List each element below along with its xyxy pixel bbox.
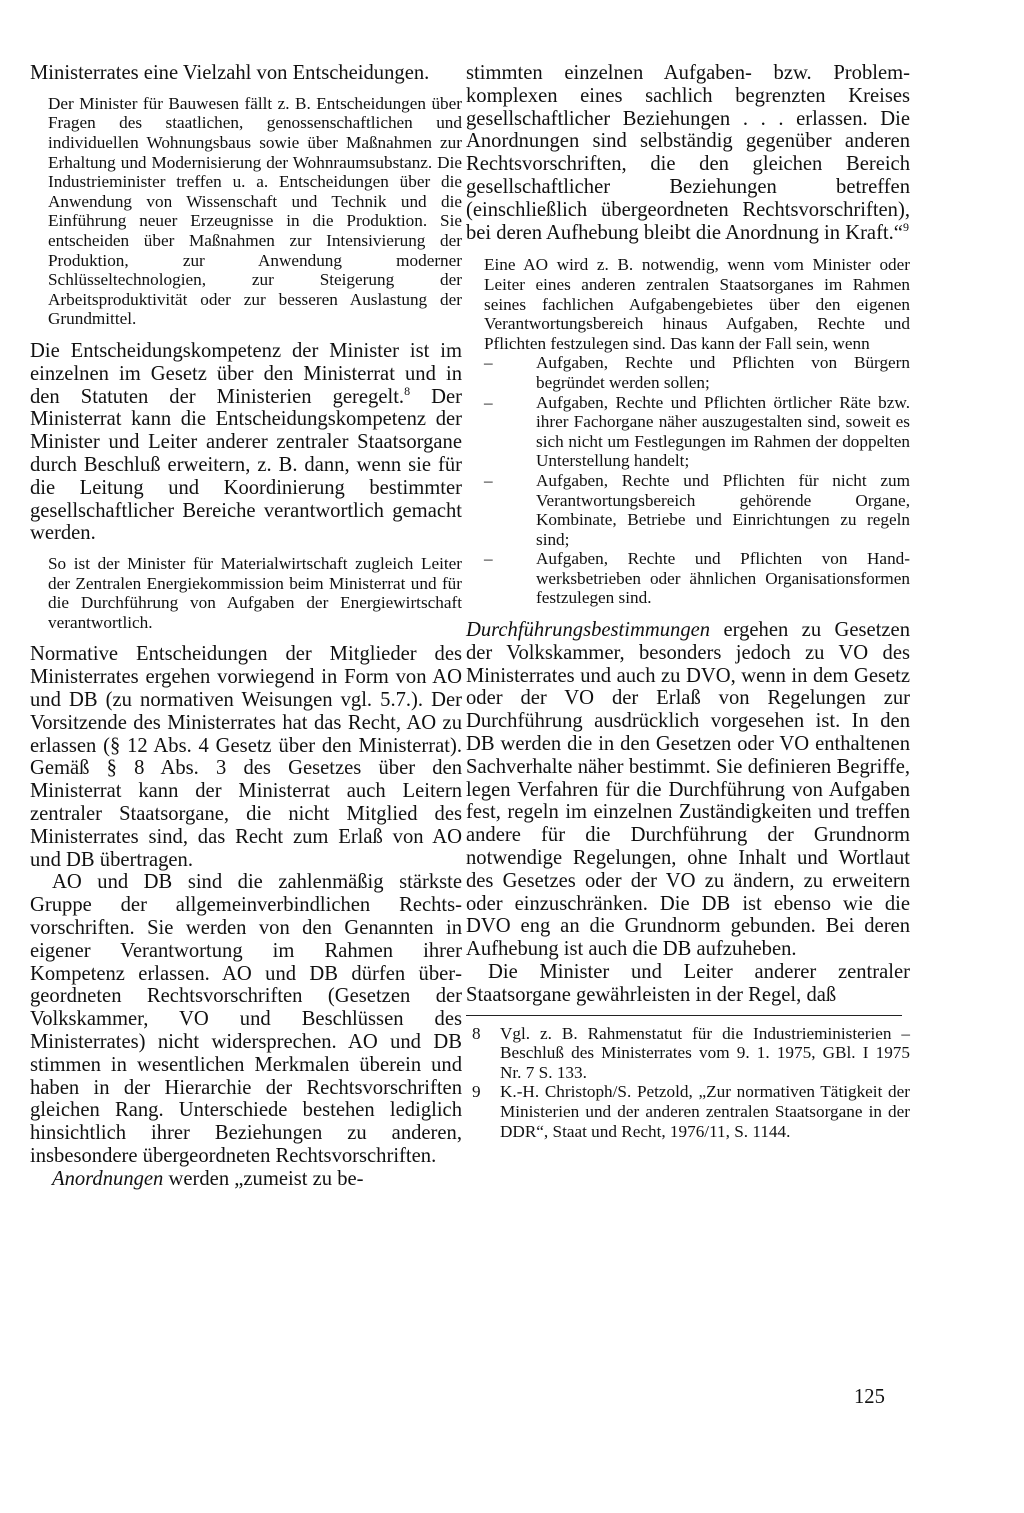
footnote-text: Vgl. z. B. Rahmenstatut für die Industrieministerien – Beschluß des Ministerrates vom 9. 1. 1975, GBl. I 1975 Nr. 7 S. 133. [500, 1023, 910, 1082]
paragraph-text: Die Entscheidungskompetenz der Minister ist im einzelnen im Gesetz über den Ministerrat und in den Statuten der Ministerien geregelt. [30, 339, 462, 408]
list-item [484, 471, 910, 549]
paragraph-text: Der Ministerrat kann die Entscheidungskompetenz der Minister und Leiter anderer zentraler Staatsorgane durch Beschluß erweitern, z. B. dann, wenn sie für die Leitung und Koordinierung bestimmter gesellschaftlicher Bereiche verantwortlich gemacht werden. [30, 385, 462, 545]
paragraph-text: werden „zumeist zu be- [163, 1167, 364, 1190]
footnote-9 [466, 1082, 910, 1141]
paragraph-anordnungen [30, 1168, 462, 1191]
left-column [30, 62, 462, 1191]
paragraph-entscheidungskompetenz [30, 340, 462, 545]
dash-bullet: – [484, 353, 493, 373]
list-item [484, 549, 910, 608]
example-bauwesen: Der Minister für Bauwesen fällt z. B. Entscheidungen über Fragen des staatlichen, genossenschaftlichen und individuellen Wohnungsbaus sowie über Maßnahmen zur Erhaltung und Modernisierung der Wohnraumsubstanz. Die Industrieminister treffen u. a. Entscheidungen über die Anwendung von Wissenschaft und Technik und die Einführung neuer Erzeugnisse in die Produktion. Sie entscheiden über Maßnahmen zur Intensivierung der Produktion, zur Anwendung moderner Schlüsseltechnologien, zur Steigerung der Arbeitsproduktivität oder zur besseren Auslastung der Grundmittel. [48, 93, 462, 329]
footnote-text: K.-H. Christoph/S. Petzold, „Zur normativen Tätigkeit der Ministerien und der anderen zentralen Staatsorgane in der DDR“, Staat und Recht, 1976/11, S. 1144. [500, 1082, 910, 1141]
list-item-text: Aufgaben, Rechte und Pflichten örtlicher Räte bzw. ihrer Fachorgane näher auszugestalten sind, soweit es sich nicht um Festlegungen im Rahmen der doppelten Unterstellung handelt; [536, 392, 910, 471]
footnote-divider [466, 1015, 902, 1016]
footnote-number: 9 [472, 1082, 481, 1102]
list-item-text: Aufgaben, Rechte und Pflichten von Bürgern begründet werden sollen; [536, 353, 910, 392]
term-durchfuehrungsbestimmungen: Durchführungsbestimmungen [466, 619, 711, 642]
dash-bullet: – [484, 470, 493, 490]
paragraph-minister-gewaehrleisten: Die Minister und Leiter anderer zentraler Staatsorgane gewährleisten in der Regel, daß [466, 961, 910, 1006]
list-item-text: Aufgaben, Rechte und Pflichten von Handwerksbetrieben oder ähnlichen Organisationsformen festzulegen sind. [536, 549, 910, 608]
footnote-ref-8: 8 [404, 383, 411, 398]
list-item-text: Aufgaben, Rechte und Pflichten für nicht zum Verantwortungsbereich gehörende Organe, Kombinate, Betriebe und Einrichtungen zu regeln sind; [536, 470, 910, 549]
list-item [484, 393, 910, 471]
example-ao-notwendig: Eine AO wird z. B. notwendig, wenn vom Minister oder Leiter eines anderen zentralen Staatsorganes im Rahmen seines fachlichen Aufgabengebietes über den eigenen Verantwortungsbereich hinaus Aufgaben, Rechte und Pflichten festzulegen sind. Das kann der Fall sein, wenn [484, 255, 910, 353]
dash-bullet: – [484, 549, 493, 569]
dash-bullet: – [484, 392, 493, 412]
footnote-8 [466, 1024, 910, 1083]
conditions-list [466, 353, 910, 608]
footnotes [466, 1024, 910, 1142]
example-materialwirtschaft: So ist der Minister für Materialwirtschaft zugleich Leiter der Zentralen Energiekommission beim Ministerrat und für die Durchführung von Aufgaben der Energiewirtschaft verantwortlich. [48, 554, 462, 632]
paragraph-ao-db: AO und DB sind die zahlenmäßig stärkste Gruppe der allgemeinverbindlichen Rechtsvorschriften. Sie werden von den Genannten in eigener Verantwortung im Rahmen ihrer Kompetenz erlassen. AO und DB dürfen übergeordneten Rechtsvorschriften (Gesetzen der Volkskammer, VO und Beschlüssen des Ministerrates) nicht widersprechen. AO und DB stimmen in wesentlichen Merkmalen überein und haben in der Hierarchie der Rechtsvorschriften gleichen Rang. Unterschiede bestehen lediglich hinsichtlich ihrer Beziehungen zu anderen, insbesondere übergeordneten Rechtsvorschriften. [30, 871, 462, 1167]
paragraph-anordnungen-continued [466, 62, 910, 244]
paragraph-durchfuehrungsbestimmungen [466, 619, 910, 961]
paragraph-continuation: Ministerrates eine Vielzahl von Entscheidungen. [30, 62, 430, 84]
footnote-ref-9: 9 [902, 219, 909, 234]
paragraph-text: ergehen zu Gesetzen der Volkskammer, besonders jedoch zu VO des Ministerrates und auch zu DVO, wenn in dem Gesetz oder der VO der Erlaß von Regelungen zur Durchführung ausdrücklich vorgesehen ist. In den DB werden die in den Gesetzen oder VO enthaltenen Sachverhalte näher bestimmt. Sie definieren Begriffe, legen Verfahren für die Durchführung von Aufgaben fest, regeln im einzelnen Zuständigkeiten und treffen andere für die Durchführung der Grundnorm notwendige Regelungen, ohne Inhalt und Wortlaut des Gesetzes oder der VO zu ändern, zu erweitern oder einzuschränken. Die DB ist ebenso wie die DVO eng an die Grundnorm gebunden. Bei deren Aufhebung ist auch die DB aufzuheben. [466, 619, 910, 961]
right-column [466, 62, 910, 1141]
list-item [484, 353, 910, 392]
page-number: 125 [854, 1386, 885, 1408]
footnote-number: 8 [472, 1023, 481, 1043]
term-anordnungen: Anordnungen [52, 1167, 164, 1190]
paragraph-normative-entscheidungen: Normative Entscheidungen der Mitglieder des Ministerrates ergehen vorwiegend in Form von AO und DB (zu normativen Weisungen vgl. 5.7.). Der Vorsitzende des Ministerrates hat das Recht, AO zu erlassen (§ 12 Abs. 4 Gesetz über den Ministerrat). Gemäß § 8 Abs. 3 des Gesetzes über den Ministerrat kann der Ministerrat auch Leitern zentraler Staatsorgane, die nicht Mitglied des Ministerrates sind, das Recht zum Erlaß von AO und DB übertragen. [30, 643, 462, 871]
paragraph-text: stimmten einzelnen Aufgaben- bzw. Problemkomplexen eines sachlich begrenzten Kreises gesellschaftlicher Beziehungen . . . erlassen. Die Anordnungen sind selbständig gegenüber anderen Rechtsvorschriften, die den gleichen Bereich gesellschaftlicher Beziehungen betreffen (einschließlich übergeordneten Rechtsvorschriften), bei deren Aufhebung bleibt die Anordnung in Kraft.“ [466, 62, 910, 244]
